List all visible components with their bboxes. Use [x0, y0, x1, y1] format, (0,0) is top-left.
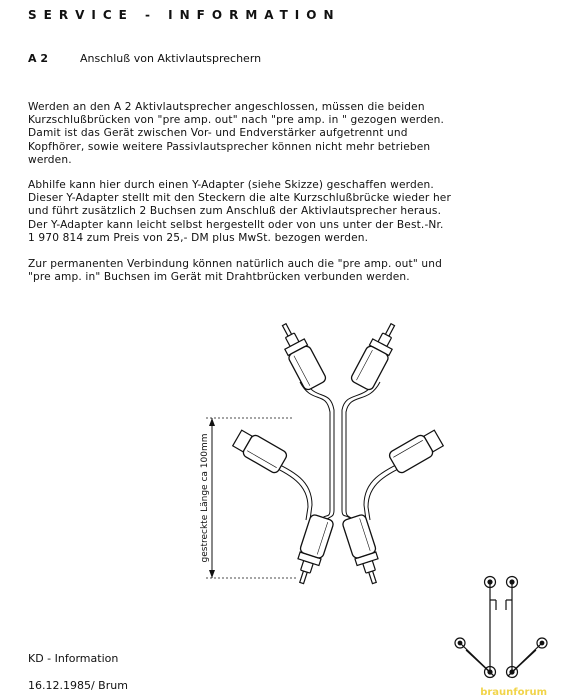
- paragraph-alternative: Zur permanenten Verbindung können natürlich auch die "pre amp. out" und "pre amp. in" Buchsen im Gerät mit Drahtbrücken verbunden werden.: [28, 258, 442, 284]
- watermark: braunforum: [480, 687, 547, 698]
- subject-code: A 2: [28, 52, 48, 65]
- paragraph-solution: Abhilfe kann hier durch einen Y-Adapter (siehe Skizze) geschaffen werden. Dieser Y-Adapter stellt mit den Steckern die alte Kurzschlußbrücke wieder her und führt zusätzlich 2 Buchsen zum Anschluß der Aktivlautsprecher heraus. Der Y-Adapter kann leicht selbst hergestellt oder von uns unter der Best.-Nr. 1 970 814 zum Preis von 25,- DM plus MwSt. bezogen werden.: [28, 179, 451, 244]
- page-header: SERVICE - INFORMATION: [28, 8, 341, 22]
- dimension-label: gestreckte Länge ca 100mm: [200, 433, 210, 563]
- footer-department: KD - Information: [28, 652, 119, 665]
- subject-title: Anschluß von Aktivlautsprechern: [80, 52, 262, 65]
- paragraph-problem: Werden an den A 2 Aktivlautsprecher angeschlossen, müssen die beiden Kurzschlußbrücken von "pre amp. out" nach "pre amp. in " gezogen werden. Damit ist das Gerät zwischen Vor- und Endverstärker aufgetrennt und Kopfhörer, sowie weitere Passivlautsprecher können nicht mehr betrieben werden.: [28, 101, 445, 166]
- footer-date-author: 16.12.1985/ Brum: [28, 679, 128, 692]
- bridge-schematic: [455, 577, 547, 678]
